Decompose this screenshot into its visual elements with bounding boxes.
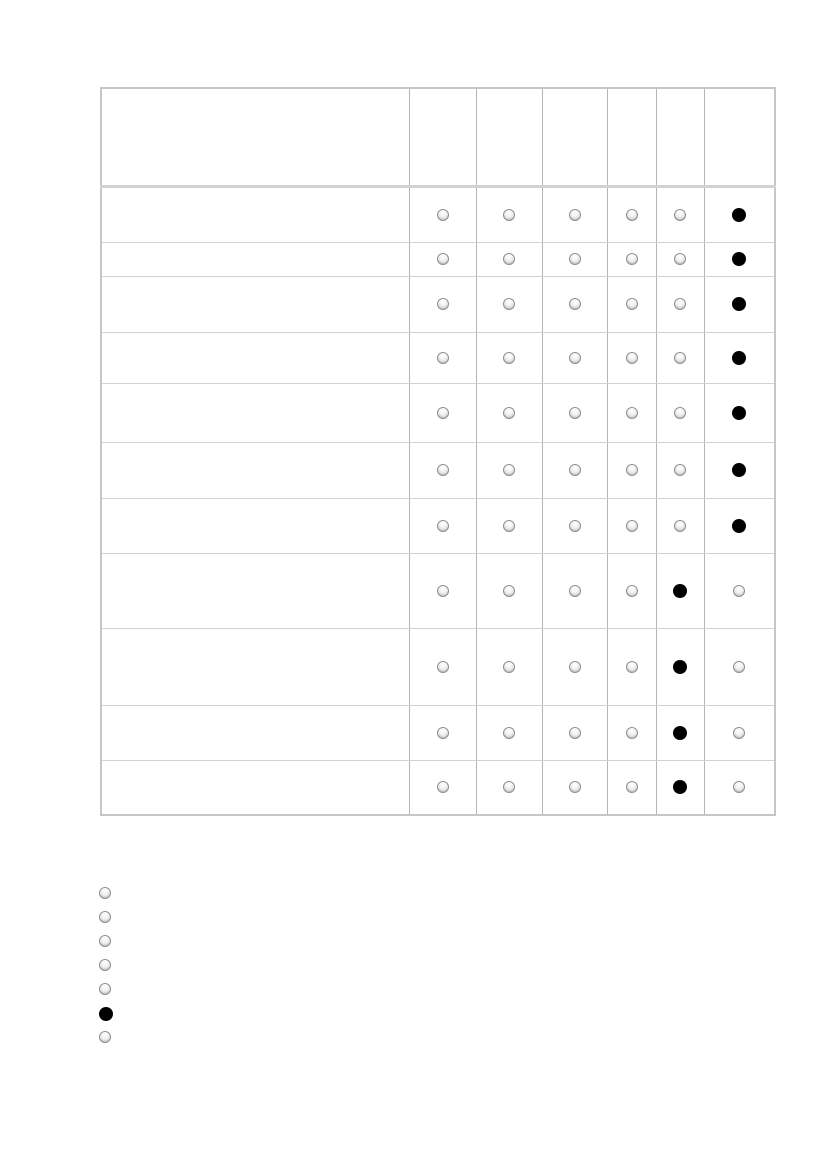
matrix-radio-button[interactable] <box>569 727 581 739</box>
matrix-radio-button[interactable] <box>569 253 581 265</box>
matrix-radio-button[interactable] <box>626 407 638 419</box>
matrix-radio-button[interactable] <box>626 464 638 476</box>
matrix-option-cell <box>409 554 476 629</box>
matrix-radio-button[interactable] <box>626 781 638 793</box>
matrix-radio-button[interactable] <box>569 781 581 793</box>
matrix-option-cell <box>542 706 607 761</box>
matrix-option-cell <box>656 761 704 815</box>
matrix-radio-button[interactable] <box>673 584 687 598</box>
matrix-option-cell <box>476 443 542 499</box>
matrix-row <box>101 499 775 554</box>
matrix-option-cell <box>607 761 656 815</box>
matrix-row-label-cell <box>101 499 409 554</box>
matrix-option-cell <box>704 243 775 277</box>
matrix-radio-button[interactable] <box>503 727 515 739</box>
matrix-radio-button[interactable] <box>503 585 515 597</box>
matrix-row <box>101 761 775 815</box>
matrix-radio-button[interactable] <box>503 464 515 476</box>
matrix-radio-button[interactable] <box>503 661 515 673</box>
matrix-radio-button[interactable] <box>626 727 638 739</box>
matrix-radio-button[interactable] <box>732 406 746 420</box>
matrix-radio-button[interactable] <box>503 209 515 221</box>
matrix-option-cell <box>607 187 656 243</box>
matrix-option-cell <box>656 384 704 443</box>
matrix-option-cell <box>476 629 542 706</box>
matrix-radio-button[interactable] <box>674 253 686 265</box>
matrix-option-cell <box>607 554 656 629</box>
matrix-column-header <box>409 88 476 187</box>
matrix-option-cell <box>607 499 656 554</box>
matrix-option-cell <box>704 554 775 629</box>
choice-radio-button[interactable] <box>99 959 111 971</box>
matrix-radio-button[interactable] <box>503 298 515 310</box>
matrix-row <box>101 554 775 629</box>
matrix-option-cell <box>607 443 656 499</box>
matrix-radio-button[interactable] <box>733 661 745 673</box>
matrix-radio-button[interactable] <box>732 252 746 266</box>
matrix-header-row <box>101 88 775 187</box>
matrix-option-cell <box>607 706 656 761</box>
matrix-radio-button[interactable] <box>503 781 515 793</box>
matrix-option-cell <box>704 706 775 761</box>
matrix-radio-button[interactable] <box>569 585 581 597</box>
choice-radio-button[interactable] <box>99 1031 111 1043</box>
choice-option <box>99 983 113 1007</box>
matrix-radio-button[interactable] <box>626 520 638 532</box>
matrix-option-cell <box>607 277 656 333</box>
matrix-corner-cell <box>101 88 409 187</box>
matrix-row-label-cell <box>101 629 409 706</box>
choice-radio-button[interactable] <box>99 935 111 947</box>
matrix-radio-button[interactable] <box>437 464 449 476</box>
matrix-row <box>101 277 775 333</box>
matrix-radio-button[interactable] <box>569 520 581 532</box>
matrix-row-label-cell <box>101 554 409 629</box>
matrix-option-cell <box>409 333 476 384</box>
matrix-option-cell <box>656 706 704 761</box>
matrix-radio-button[interactable] <box>673 726 687 740</box>
matrix-radio-button[interactable] <box>503 253 515 265</box>
matrix-radio-button[interactable] <box>626 298 638 310</box>
matrix-column-header <box>656 88 704 187</box>
matrix-option-cell <box>409 706 476 761</box>
matrix-radio-button[interactable] <box>437 661 449 673</box>
matrix-radio-button[interactable] <box>569 407 581 419</box>
matrix-option-cell <box>656 333 704 384</box>
matrix-option-cell <box>656 187 704 243</box>
matrix-option-cell <box>476 384 542 443</box>
matrix-row-label-cell <box>101 706 409 761</box>
matrix-radio-button[interactable] <box>733 727 745 739</box>
matrix-radio-button[interactable] <box>503 352 515 364</box>
choice-radio-button[interactable] <box>99 887 111 899</box>
matrix-column-header <box>542 88 607 187</box>
matrix-option-cell <box>704 499 775 554</box>
matrix-option-cell <box>656 243 704 277</box>
matrix-option-cell <box>476 187 542 243</box>
matrix-radio-button[interactable] <box>673 660 687 674</box>
matrix-row-label-cell <box>101 277 409 333</box>
matrix-option-cell <box>656 277 704 333</box>
matrix-radio-button[interactable] <box>437 298 449 310</box>
matrix-option-cell <box>656 629 704 706</box>
matrix-option-cell <box>656 499 704 554</box>
matrix-option-cell <box>607 243 656 277</box>
matrix-option-cell <box>704 761 775 815</box>
matrix-option-cell <box>409 243 476 277</box>
matrix-option-cell <box>409 761 476 815</box>
choice-option <box>99 935 113 959</box>
matrix-row-label-cell <box>101 761 409 815</box>
matrix-option-cell <box>542 277 607 333</box>
matrix-column-header <box>704 88 775 187</box>
choice-radio-button[interactable] <box>99 1007 113 1021</box>
matrix-option-cell <box>409 384 476 443</box>
matrix-row <box>101 706 775 761</box>
matrix-option-cell <box>704 384 775 443</box>
matrix-option-cell <box>542 384 607 443</box>
choice-question-list <box>99 887 113 1055</box>
matrix-column-header <box>476 88 542 187</box>
matrix-radio-button[interactable] <box>674 298 686 310</box>
matrix-radio-button[interactable] <box>733 585 745 597</box>
matrix-radio-button[interactable] <box>437 520 449 532</box>
choice-option <box>99 1007 113 1031</box>
matrix-option-cell <box>607 384 656 443</box>
matrix-radio-button[interactable] <box>732 519 746 533</box>
matrix-radio-button[interactable] <box>626 209 638 221</box>
matrix-radio-button[interactable] <box>503 407 515 419</box>
matrix-row <box>101 443 775 499</box>
matrix-row <box>101 243 775 277</box>
matrix-option-cell <box>409 499 476 554</box>
matrix-option-cell <box>542 243 607 277</box>
matrix-option-cell <box>542 333 607 384</box>
matrix-option-cell <box>476 706 542 761</box>
choice-option <box>99 1031 113 1055</box>
matrix-option-cell <box>542 761 607 815</box>
matrix-option-cell <box>409 187 476 243</box>
choice-option <box>99 911 113 935</box>
choice-option <box>99 959 113 983</box>
matrix-row-label-cell <box>101 243 409 277</box>
matrix-radio-button[interactable] <box>437 407 449 419</box>
matrix-option-cell <box>704 187 775 243</box>
matrix-option-cell <box>476 761 542 815</box>
matrix-row-label-cell <box>101 384 409 443</box>
matrix-radio-button[interactable] <box>674 352 686 364</box>
matrix-radio-button[interactable] <box>569 352 581 364</box>
matrix-radio-button[interactable] <box>732 297 746 311</box>
matrix-option-cell <box>704 333 775 384</box>
matrix-radio-button[interactable] <box>626 585 638 597</box>
matrix-option-cell <box>542 187 607 243</box>
matrix-option-cell <box>476 277 542 333</box>
matrix-radio-button[interactable] <box>569 298 581 310</box>
matrix-radio-button[interactable] <box>437 352 449 364</box>
matrix-option-cell <box>656 443 704 499</box>
matrix-option-cell <box>607 629 656 706</box>
matrix-radio-button[interactable] <box>732 208 746 222</box>
matrix-option-cell <box>704 277 775 333</box>
matrix-radio-button[interactable] <box>673 780 687 794</box>
matrix-row-label-cell <box>101 187 409 243</box>
matrix-row-label-cell <box>101 333 409 384</box>
matrix-row <box>101 333 775 384</box>
matrix-radio-button[interactable] <box>569 661 581 673</box>
matrix-option-cell <box>542 629 607 706</box>
matrix-radio-button[interactable] <box>733 781 745 793</box>
matrix-option-cell <box>409 277 476 333</box>
matrix-radio-button[interactable] <box>732 463 746 477</box>
matrix-radio-button[interactable] <box>437 781 449 793</box>
matrix-option-cell <box>409 443 476 499</box>
matrix-radio-button[interactable] <box>626 661 638 673</box>
matrix-row <box>101 629 775 706</box>
matrix-radio-button[interactable] <box>674 407 686 419</box>
matrix-option-cell <box>542 554 607 629</box>
matrix-option-cell <box>656 554 704 629</box>
matrix-radio-button[interactable] <box>732 351 746 365</box>
matrix-radio-button[interactable] <box>569 464 581 476</box>
matrix-row-label-cell <box>101 443 409 499</box>
matrix-row <box>101 187 775 243</box>
matrix-radio-button[interactable] <box>437 253 449 265</box>
matrix-option-cell <box>476 243 542 277</box>
matrix-option-cell <box>542 443 607 499</box>
matrix-radio-button[interactable] <box>626 352 638 364</box>
matrix-option-cell <box>409 629 476 706</box>
choice-radio-button[interactable] <box>99 911 111 923</box>
matrix-radio-button[interactable] <box>503 520 515 532</box>
matrix-radio-button[interactable] <box>437 209 449 221</box>
matrix-radio-button[interactable] <box>674 209 686 221</box>
matrix-row <box>101 384 775 443</box>
matrix-radio-button[interactable] <box>437 585 449 597</box>
matrix-radio-button[interactable] <box>674 464 686 476</box>
matrix-radio-button[interactable] <box>674 520 686 532</box>
matrix-question-table <box>100 87 776 816</box>
matrix-option-cell <box>476 333 542 384</box>
matrix-option-cell <box>704 629 775 706</box>
matrix-option-cell <box>542 499 607 554</box>
matrix-radio-button[interactable] <box>626 253 638 265</box>
choice-option <box>99 887 113 911</box>
matrix-option-cell <box>607 333 656 384</box>
matrix-radio-button[interactable] <box>569 209 581 221</box>
matrix-option-cell <box>704 443 775 499</box>
matrix-radio-button[interactable] <box>437 727 449 739</box>
matrix-column-header <box>607 88 656 187</box>
matrix-option-cell <box>476 499 542 554</box>
matrix-option-cell <box>476 554 542 629</box>
choice-radio-button[interactable] <box>99 983 111 995</box>
